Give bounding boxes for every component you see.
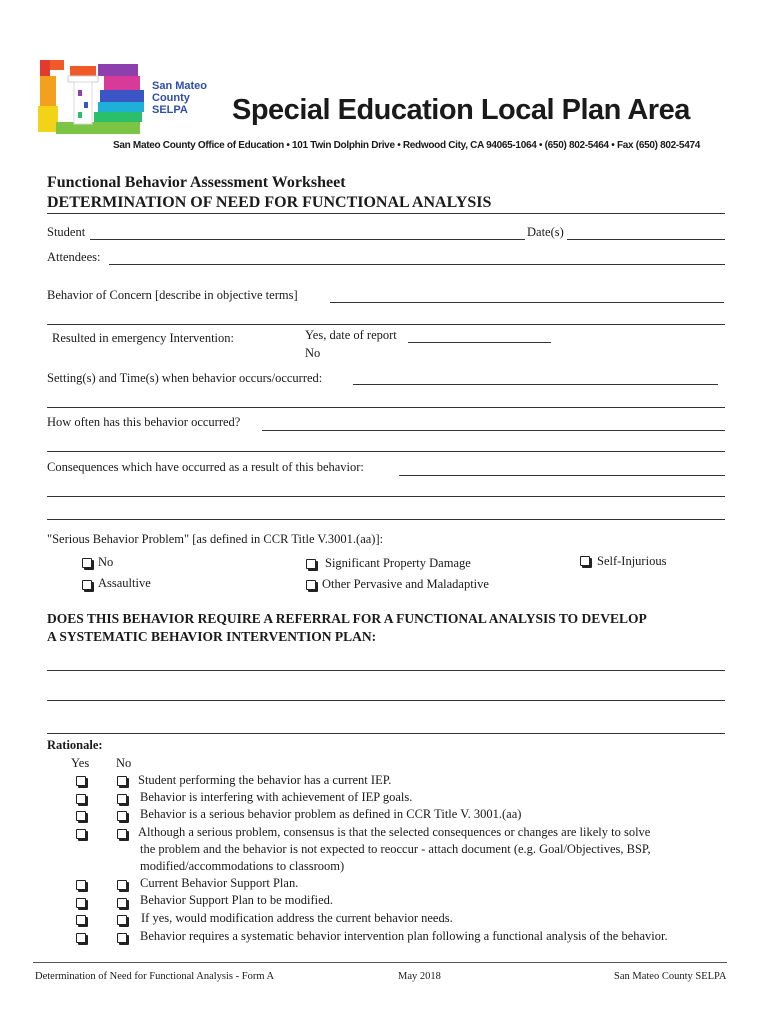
rationale-8-text: Behavior requires a systematic behavior intervention plan following a functional analysis of the behavior.	[140, 929, 668, 943]
consequences-field-line-3[interactable]	[47, 519, 725, 520]
setting-field-line-2[interactable]	[47, 407, 725, 408]
rationale-3-yes-checkbox[interactable]	[76, 811, 86, 821]
consequences-label: Consequences which have occurred as a result of this behavior:	[47, 460, 364, 474]
rationale-1-text: Student performing the behavior has a current IEP.	[138, 773, 392, 787]
form-title: Functional Behavior Assessment Worksheet	[47, 174, 346, 191]
header-address: San Mateo County Office of Education • 101 Twin Dolphin Drive • Redwood City, CA 94065-1064 • (650) 802-5464 • Fax (650) 802-5474	[113, 140, 700, 151]
rationale-1-yes-checkbox[interactable]	[76, 776, 86, 786]
referral-answer-line-1[interactable]	[47, 670, 725, 671]
serious-behavior-label: "Serious Behavior Problem" [as defined in CCR Title V.3001.(aa)]:	[47, 532, 384, 546]
logo-line-1: San Mateo	[152, 80, 208, 92]
rationale-no-header: No	[116, 756, 132, 770]
referral-question-line-1: DOES THIS BEHAVIOR REQUIRE A REFERRAL FOR A FUNCTIONAL ANALYSIS TO DEVELOP	[47, 611, 647, 626]
rationale-4-yes-checkbox[interactable]	[76, 829, 86, 839]
footer-rule	[33, 962, 727, 963]
consequences-field[interactable]	[399, 475, 725, 476]
setting-field[interactable]	[353, 384, 718, 385]
behavior-label: Behavior of Concern [describe in objective terms]	[47, 288, 298, 302]
rationale-2-yes-checkbox[interactable]	[76, 794, 86, 804]
footer-right: San Mateo County SELPA	[614, 971, 727, 982]
rationale-7-text: If yes, would modification address the current behavior needs.	[141, 911, 453, 925]
rationale-1-no-checkbox[interactable]	[117, 776, 127, 786]
student-label: Student	[47, 225, 86, 239]
emergency-date-field[interactable]	[408, 342, 551, 343]
rationale-7-yes-checkbox[interactable]	[76, 915, 86, 925]
dates-field[interactable]	[567, 239, 725, 240]
selpa-logo	[38, 58, 148, 138]
rationale-yes-header: Yes	[71, 756, 90, 770]
referral-answer-line-3[interactable]	[47, 733, 725, 734]
rationale-label: Rationale:	[47, 738, 103, 752]
referral-question-line-2: A SYSTEMATIC BEHAVIOR INTERVENTION PLAN:	[47, 629, 377, 644]
serious-property-damage-checkbox[interactable]	[306, 559, 316, 569]
serious-property-damage-label: Significant Property Damage	[325, 556, 471, 570]
rationale-5-text: Current Behavior Support Plan.	[140, 876, 299, 890]
serious-other-label: Other Pervasive and Maladaptive	[322, 577, 489, 591]
rationale-4-text-line-2: the problem and the behavior is not expected to reoccur - attach document (e.g. Goal/Objectives, BSP,	[140, 842, 651, 856]
logo-line-2: County	[152, 92, 190, 104]
serious-assaultive-checkbox[interactable]	[82, 580, 92, 590]
setting-label: Setting(s) and Time(s) when behavior occurs/occurred:	[47, 371, 323, 385]
dates-label: Date(s)	[527, 225, 564, 239]
rationale-5-no-checkbox[interactable]	[117, 880, 127, 890]
serious-self-injurious-label: Self-Injurious	[597, 554, 667, 568]
rationale-7-no-checkbox[interactable]	[117, 915, 127, 925]
serious-other-checkbox[interactable]	[306, 580, 316, 590]
attendees-label: Attendees:	[47, 250, 101, 264]
serious-no-label: No	[98, 555, 114, 569]
attendees-field[interactable]	[109, 264, 725, 265]
rationale-3-text: Behavior is a serious behavior problem as defined in CCR Title V. 3001.(aa)	[140, 807, 522, 821]
header-title: Special Education Local Plan Area	[232, 94, 690, 126]
behavior-field-line-2[interactable]	[47, 324, 725, 325]
emergency-label: Resulted in emergency Intervention:	[52, 331, 235, 345]
form-subtitle: DETERMINATION OF NEED FOR FUNCTIONAL ANALYSIS	[47, 194, 492, 211]
rationale-8-yes-checkbox[interactable]	[76, 933, 86, 943]
student-field[interactable]	[90, 239, 525, 240]
serious-self-injurious-checkbox[interactable]	[580, 556, 590, 566]
how-often-label: How often has this behavior occurred?	[47, 415, 241, 429]
rationale-4-text-line-3: modified/accommodations to classroom)	[140, 859, 345, 873]
footer-center: May 2018	[398, 971, 441, 982]
rationale-5-yes-checkbox[interactable]	[76, 880, 86, 890]
rationale-8-no-checkbox[interactable]	[117, 933, 127, 943]
rationale-3-no-checkbox[interactable]	[117, 811, 127, 821]
rationale-6-no-checkbox[interactable]	[117, 898, 127, 908]
selpa-logo-graphic	[38, 58, 148, 138]
rationale-6-text: Behavior Support Plan to be modified.	[140, 893, 334, 907]
rationale-6-yes-checkbox[interactable]	[76, 898, 86, 908]
selpa-logo-text	[152, 80, 207, 116]
emergency-no-label: No	[305, 346, 321, 360]
subtitle-rule	[47, 213, 725, 214]
serious-no-checkbox[interactable]	[82, 558, 92, 568]
logo-line-3: SELPA	[152, 104, 188, 116]
consequences-field-line-2[interactable]	[47, 496, 725, 497]
emergency-yes-label: Yes, date of report	[305, 328, 397, 342]
serious-assaultive-label: Assaultive	[98, 576, 151, 590]
rationale-4-no-checkbox[interactable]	[117, 829, 127, 839]
how-often-field-line-2[interactable]	[47, 451, 725, 452]
behavior-field[interactable]	[330, 302, 724, 303]
rationale-2-text: Behavior is interfering with achievement of IEP goals.	[140, 790, 413, 804]
rationale-2-no-checkbox[interactable]	[117, 794, 127, 804]
rationale-4-text-line-1: Although a serious problem, consensus is that the selected consequences or changes are likely to solve	[138, 825, 651, 839]
how-often-field[interactable]	[262, 430, 725, 431]
footer-left: Determination of Need for Functional Analysis - Form A	[35, 971, 275, 982]
referral-answer-line-2[interactable]	[47, 700, 725, 701]
